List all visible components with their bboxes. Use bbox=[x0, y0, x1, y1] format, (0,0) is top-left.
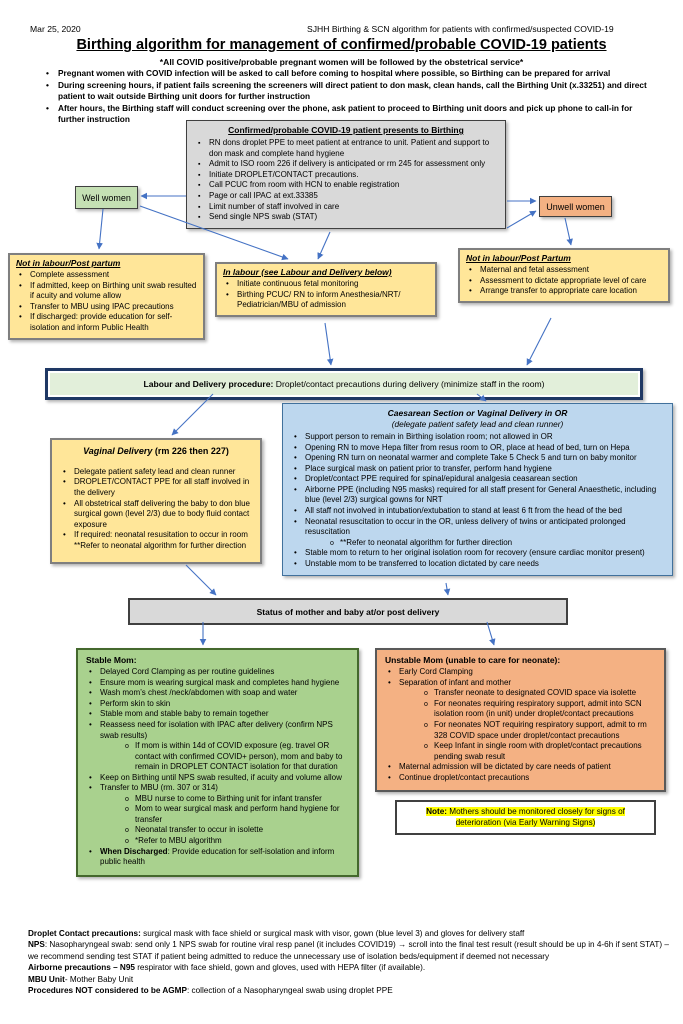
list-item: • Support person to remain in Birthing isolation room; not allowed in OR bbox=[291, 432, 664, 443]
list-item: • Continue droplet/contact precautions bbox=[385, 773, 656, 784]
list-item: • All staff not involved in intubation/extubation to stand at least 6 ft from the head of the bed bbox=[291, 506, 664, 517]
list-item: o Keep Infant in single room with droplet/contact precautions pending swab result bbox=[421, 741, 656, 762]
list-item: • During screening hours, if patient fails screening the screeners will direct patient to don mask, clean hands, call the Birthing Unit (x.33251) and direct patient to wait outside Birthing unit doors for further instruction bbox=[40, 80, 652, 103]
in-labour-box bbox=[215, 262, 437, 317]
footnotes bbox=[28, 928, 670, 997]
list-item: o Transfer neonate to designated COVID space via isolette bbox=[421, 688, 656, 699]
list-item: • Opening RN to move Hepa filter from resus room to OR, place at head of bed, turn on Hepa bbox=[291, 443, 664, 454]
sub-list bbox=[421, 688, 656, 762]
document-reference: SJHH Birthing & SCN algorithm for patients with confirmed/suspected COVID-19 bbox=[307, 24, 614, 34]
arrow-gray-to-in-labour bbox=[318, 232, 330, 259]
list-item: • DROPLET/CONTACT PPE for all staff involved in the delivery bbox=[60, 477, 252, 498]
list-item: • After hours, the Birthing staff will conduct screening over the phone, ask patient to proceed to Birthing unit doors and pick up phone to call-in for further instruction bbox=[40, 103, 652, 126]
list-item: ▪ Limit number of staff involved in care bbox=[195, 202, 497, 213]
list-item: • Reassess need for isolation with IPAC after delivery (confirm NPS swab results) o If mom is within 14d of COVID exposure (eg. travel OR contact with confirmed COVID+ person), mom and baby to remain in DROPLET CONTACT isolation for that duration bbox=[86, 720, 349, 773]
list-item: • Unstable mom to be transferred to location dictated by care needs bbox=[291, 559, 664, 570]
footnote-line: Airborne precautions – N95 respirator with face shield, gown and gloves, used with HEPA filter (if available). bbox=[28, 963, 426, 973]
caesarean-or-box bbox=[282, 403, 673, 576]
list-item: • Opening RN turn on neonatal warmer and complete Take 5 Check 5 and turn on baby monitor bbox=[291, 453, 664, 464]
list-item: • Complete assessment bbox=[16, 270, 197, 281]
document-date: Mar 25, 2020 bbox=[30, 24, 81, 34]
note-rest: Mothers should be monitored closely for signs of deterioration (via Early Warning Signs) bbox=[446, 807, 625, 828]
presents-box-title: Confirmed/probable COVID-19 patient presents to Birthing bbox=[228, 125, 464, 135]
list-item: • Airborne PPE (including N95 masks) required for all staff present for General Anaesthetic, including blue (level 2/3) surgical gowns for NRT bbox=[291, 485, 664, 506]
list-item: • Transfer to MBU using IPAC precautions bbox=[16, 302, 197, 313]
list-item: • Assessment to dictate appropriate level of care bbox=[466, 276, 662, 287]
list-item: • Delegate patient safety lead and clean runner bbox=[60, 467, 252, 478]
page-subtitle: *All COVID positive/probable pregnant women will be followed by the obstetrical service* bbox=[159, 57, 524, 67]
in-labour-title: In labour (see Labour and Delivery below) bbox=[223, 267, 392, 277]
list-item: • Keep on Birthing until NPS swab resulted, if acuity and volume allow bbox=[86, 773, 349, 784]
arrow-unwell-to-right-box bbox=[565, 218, 571, 245]
stable-mom-list bbox=[86, 667, 349, 867]
unstable-mom-list bbox=[385, 667, 656, 783]
list-item: • If required: neonatal resusitation to occur in room bbox=[60, 530, 252, 541]
arrow-well-to-left-box bbox=[99, 209, 103, 249]
list-item: • If admitted, keep on Birthing unit swab resulted if acuity and volume allow bbox=[16, 281, 197, 302]
list-item: • Wash mom’s chest /neck/abdomen with soap and water bbox=[86, 688, 349, 699]
labour-delivery-banner-rest: Droplet/contact precautions during delivery (minimize staff in the room) bbox=[273, 379, 545, 389]
list-item: • Droplet/contact PPE required for spinal/epidural analgesia ceasarean section bbox=[291, 474, 664, 485]
not-in-labour-left-title: Not in labour/Post partum bbox=[16, 258, 121, 268]
list-item: • Stable mom and stable baby to remain together bbox=[86, 709, 349, 720]
presents-to-birthing-box bbox=[186, 120, 506, 229]
not-in-labour-left-box bbox=[8, 253, 205, 340]
labour-delivery-banner bbox=[45, 368, 643, 400]
arrow-right-box-to-banner bbox=[527, 318, 551, 365]
stable-mom-title: Stable Mom: bbox=[86, 655, 137, 665]
note-text bbox=[426, 807, 625, 827]
vaginal-delivery-title-em: Vaginal Delivery bbox=[83, 446, 153, 456]
in-labour-list bbox=[223, 279, 429, 311]
footnote-line: Droplet Contact precautions: surgical mask with face shield or surgical mask with visor, gown (blue level 3) and gloves for delivery staff bbox=[28, 929, 525, 938]
vaginal-delivery-title bbox=[60, 446, 252, 458]
list-item: ▪ RN dons droplet PPE to meet patient at entrance to unit. Patient and support to don mask and complete hand hygiene bbox=[195, 138, 497, 159]
arrow-in-labour-to-banner bbox=[325, 323, 331, 365]
list-item: **Refer to neonatal algorithm for further direction bbox=[74, 540, 247, 550]
list-item: • Neonatal resuscitation to occur in the OR, unless delivery of twins or anticipated prolonged resuscitation o **Refer to neonatal algorithm for further direction bbox=[291, 517, 664, 549]
unstable-mom-box bbox=[375, 648, 666, 792]
note-box bbox=[395, 800, 656, 835]
not-in-labour-right-list bbox=[466, 265, 662, 297]
list-item: o *Refer to MBU algorithm bbox=[122, 836, 349, 847]
arrow-status-to-unstable bbox=[487, 622, 494, 645]
list-item: o **Refer to neonatal algorithm for further direction bbox=[327, 538, 664, 549]
list-item: ▪ Page or call IPAC at ext.33385 bbox=[195, 191, 497, 202]
unwell-women-label: Unwell women bbox=[539, 196, 612, 217]
list-item: ▪ Call PCUC from room with HCN to enable registration bbox=[195, 180, 497, 191]
list-item: ▪ Send single NPS swab (STAT) bbox=[195, 212, 497, 223]
list-item: • Separation of infant and mother o Transfer neonate to designated COVID space via isolette o For neonates requiring respiratory support, admit into SCN isolation room (in unit) under droplet/contact precautions o For neonates NOT requiring respiratory support, admit to rm 328 COVID space under droplet/contact precautions o Keep Infant in single room with droplet/contact precautions pending swab result bbox=[385, 678, 656, 762]
list-item: • Perform skin to skin bbox=[86, 699, 349, 710]
intro-bullet-list bbox=[40, 68, 652, 126]
note-lead: Note: bbox=[426, 807, 447, 816]
list-item: • Maternal admission will be dictated by care needs of patient bbox=[385, 762, 656, 773]
list-item: • When Discharged: Provide education for self-isolation and inform public health bbox=[86, 847, 349, 868]
footnote-line: NPS: Nasopharyngeal swab: send only 1 NPS swab for routine viral resp panel (it includes COVID19) → scroll into the final test result (result should be up in 4-6h if sent STAT) – we recommend sending test STAT if patient being admitted to reduce the unnecessary use of isolation beds/equipment if deemed not necessary bbox=[28, 940, 669, 961]
list-item: • Early Cord Clamping bbox=[385, 667, 656, 678]
labour-delivery-banner-lead: Labour and Delivery procedure: bbox=[143, 379, 274, 389]
well-women-label: Well women bbox=[75, 186, 138, 209]
caesarean-or-subtitle: (delegate patient safety lead and clean runner) bbox=[391, 419, 564, 430]
list-item: • If discharged: provide education for self-isolation and inform Public Health bbox=[16, 312, 197, 333]
list-item: ▪ Initiate DROPLET/CONTACT precautions. bbox=[195, 170, 497, 181]
vaginal-delivery-box bbox=[50, 438, 262, 564]
vaginal-delivery-list bbox=[60, 467, 252, 551]
list-item: • Delayed Cord Clamping as per routine guidelines bbox=[86, 667, 349, 678]
intro-notes bbox=[40, 68, 652, 126]
list-item: • Birthing PCUC/ RN to inform Anesthesia/NRT/ Pediatrician/MBU of admission bbox=[223, 290, 429, 311]
status-banner: Status of mother and baby at/or post delivery bbox=[128, 598, 568, 625]
caesarean-or-title: Caesarean Section or Vaginal Delivery in OR bbox=[387, 408, 568, 418]
list-item: • Arrange transfer to appropriate care location bbox=[466, 286, 662, 297]
list-item: • All obstetrical staff delivering the baby to don blue surgical gown (level 2/3) due to body fluid contact exposure bbox=[60, 499, 252, 531]
caesarean-or-list bbox=[291, 432, 664, 569]
list-item: • Pregnant women with COVID infection will be asked to call before coming to hospital where possible, so Birthing can be prepared for arrival bbox=[40, 68, 652, 80]
unstable-mom-title: Unstable Mom (unable to care for neonate): bbox=[385, 655, 561, 665]
not-in-labour-right-box bbox=[458, 248, 670, 303]
not-in-labour-right-title: Not in labour/Post Partum bbox=[466, 253, 571, 263]
list-item: o MBU nurse to come to Birthing unit for infant transfer bbox=[122, 794, 349, 805]
labour-delivery-banner-text bbox=[143, 379, 544, 389]
list-item: o If mom is within 14d of COVID exposure (eg. travel OR contact with confirmed COVID+ person), mom and baby to remain in DROPLET CONTACT isolation for that duration bbox=[122, 741, 349, 773]
list-item: • Initiate continuous fetal monitoring bbox=[223, 279, 429, 290]
page-title: Birthing algorithm for management of confirmed/probable COVID-19 patients bbox=[76, 37, 607, 53]
footnote-line: MBU Unit- Mother Baby Unit bbox=[28, 974, 134, 984]
arrow-or-to-status bbox=[446, 583, 448, 595]
sub-list bbox=[327, 538, 664, 549]
not-in-labour-left-list bbox=[16, 270, 197, 333]
list-item: o Neonatal transfer to occur in isolette bbox=[122, 825, 349, 836]
arrow-vaginal-to-status bbox=[186, 565, 216, 595]
list-item: • Stable mom to return to her original isolation room for recovery (ensure cardiac monitor present) bbox=[291, 548, 664, 559]
list-item: o For neonates NOT requiring respiratory support, admit to rm 328 COVID space under droplet/contact precautions bbox=[421, 720, 656, 741]
list-item: o Mom to wear surgical mask and perform hand hygiene for transfer bbox=[122, 804, 349, 825]
presents-box-list bbox=[195, 138, 497, 222]
list-item: • Ensure mom is wearing surgical mask and completes hand hygiene bbox=[86, 678, 349, 689]
footnote-line: Procedures NOT considered to be AGMP: collection of a Nasopharyngeal swab using droplet PPE bbox=[28, 986, 393, 996]
list-item: ▪ Admit to ISO room 226 if delivery is anticipated or rm 245 for assessment only bbox=[195, 159, 497, 170]
list-item: o For neonates requiring respiratory support, admit into SCN isolation room (in unit) under droplet/contact precautions bbox=[421, 699, 656, 720]
arrow-banner-to-vaginal bbox=[172, 394, 213, 435]
arrow-gray-to-unwell-2 bbox=[507, 211, 536, 228]
sub-list bbox=[122, 794, 349, 847]
vaginal-delivery-title-rest: (rm 226 then 227) bbox=[152, 446, 229, 456]
stable-mom-box bbox=[76, 648, 359, 877]
sub-list bbox=[122, 741, 349, 773]
list-item: • Maternal and fetal assessment bbox=[466, 265, 662, 276]
list-item: • Place surgical mask on patient prior to transfer, perform hand hygiene bbox=[291, 464, 664, 475]
list-item: • Transfer to MBU (rm. 307 or 314) o MBU nurse to come to Birthing unit for infant transfer o Mom to wear surgical mask and perform hand hygiene for transfer o Neonatal transfer to occur in isolette o *Refer to MBU algorithm bbox=[86, 783, 349, 846]
